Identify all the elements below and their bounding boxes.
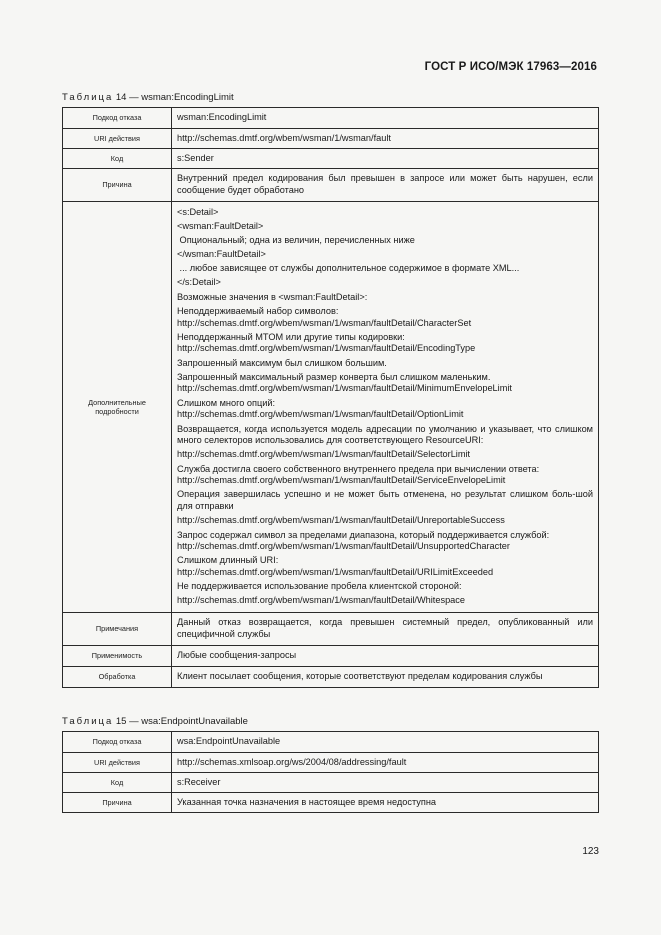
- details-line: <s:Detail>: [177, 206, 219, 217]
- table-row: [63, 612, 599, 645]
- details-key: Дополнительные подробности: [63, 202, 172, 613]
- row-key: Код: [63, 773, 172, 793]
- table-15-caption: [62, 716, 248, 727]
- details-line: </s:Detail>: [177, 277, 221, 288]
- row-key: URI действия: [63, 129, 172, 149]
- table-14: [62, 107, 599, 688]
- details-line: Возвращается, когда используется модель адресации по умолчанию и указывает, что слишком много селекторов использовались для соответствующего ResourceURI:: [177, 423, 593, 446]
- details-line: Неподдерживаемый набор символов: http://schemas.dmtf.org/wbem/wsman/1/wsman/faultDetail/CharacterSet: [177, 305, 472, 328]
- row-value: Данный отказ возвращается, когда превышен системный предел, опубликованный или специфичной службы: [172, 612, 599, 645]
- details-line: Запрошенный максимум был слишком большим.: [177, 357, 387, 368]
- row-value: Указанная точка назначения в настоящее время недоступна: [172, 793, 599, 813]
- row-key: Код: [63, 149, 172, 169]
- row-value: wsman:EncodingLimit: [172, 108, 599, 129]
- table-14-caption: [62, 92, 234, 103]
- row-value: http://schemas.xmlsoap.org/ws/2004/08/addressing/fault: [172, 753, 599, 773]
- details-line: </wsman:FaultDetail>: [177, 249, 266, 260]
- details-line: Служба достигла своего собственного внутреннего предела при вычислении ответа: http://schemas.dmtf.org/wbem/wsman/1/wsman/faultDetail/ServiceEnvelopeLimit: [177, 463, 540, 486]
- row-key: Применимость: [63, 645, 172, 666]
- caption-title: 15 — wsa:EndpointUnavailable: [113, 716, 248, 727]
- caption-prefix: Таблица: [62, 716, 114, 727]
- table-row: [63, 149, 599, 169]
- table-row: [63, 108, 599, 129]
- table-15: [62, 731, 599, 813]
- details-line: http://schemas.dmtf.org/wbem/wsman/1/wsman/faultDetail/UnreportableSuccess: [177, 515, 505, 526]
- row-value: Клиент посылает сообщения, которые соответствуют пределам кодирования службы: [172, 666, 599, 687]
- details-row: [63, 202, 599, 613]
- details-line: Операция завершилась успешно и не может быть отменена, но результат слишком боль-шой для отправки: [177, 489, 593, 512]
- row-key: Примечания: [63, 612, 172, 645]
- table-row: [63, 732, 599, 753]
- row-value: Любые сообщения-запросы: [172, 645, 599, 666]
- row-value: wsa:EndpointUnavailable: [172, 732, 599, 753]
- details-line: Возможные значения в <wsman:FaultDetail>:: [177, 291, 368, 302]
- caption-prefix: Таблица: [62, 92, 114, 103]
- details-line: Неподдержанный MTOM или другие типы кодировки: http://schemas.dmtf.org/wbem/wsman/1/wsman/faultDetail/EncodingType: [177, 331, 476, 354]
- details-line: <wsman:FaultDetail>: [177, 220, 264, 231]
- details-line: Запрос содержал символ за пределами диапазона, который поддерживается службой: http://schemas.dmtf.org/wbem/wsman/1/wsman/faultDetail/UnsupportedCharacter: [177, 529, 550, 552]
- details-line: ... любое зависящее от службы дополнительное содержимое в формате XML...: [177, 263, 520, 274]
- row-key: Причина: [63, 793, 172, 813]
- table-row: [63, 773, 599, 793]
- details-value: [172, 202, 599, 613]
- details-line: http://schemas.dmtf.org/wbem/wsman/1/wsman/faultDetail/SelectorLimit: [177, 449, 471, 460]
- table-row: [63, 666, 599, 687]
- table-row: [63, 169, 599, 202]
- standard-header: ГОСТ Р ИСО/МЭК 17963—2016: [424, 61, 597, 73]
- details-line: http://schemas.dmtf.org/wbem/wsman/1/wsman/faultDetail/Whitespace: [177, 595, 465, 606]
- details-line: Слишком много опций: http://schemas.dmtf.org/wbem/wsman/1/wsman/faultDetail/OptionLimit: [177, 397, 464, 420]
- row-key: URI действия: [63, 753, 172, 773]
- table-row: [63, 645, 599, 666]
- caption-title: 14 — wsman:EncodingLimit: [113, 92, 234, 103]
- row-value: Внутренний предел кодирования был превышен в запросе или может быть нарушен, если сообщение будет обработано: [172, 169, 599, 202]
- page-number: 123: [582, 846, 599, 857]
- table-row: [63, 793, 599, 813]
- row-value: http://schemas.dmtf.org/wbem/wsman/1/wsman/fault: [172, 129, 599, 149]
- details-line: Слишком длинный URI: http://schemas.dmtf.org/wbem/wsman/1/wsman/faultDetail/URILimitExceeded: [177, 555, 494, 578]
- row-key: Причина: [63, 169, 172, 202]
- row-key: Подкод отказа: [63, 732, 172, 753]
- table-row: [63, 129, 599, 149]
- table-row: [63, 753, 599, 773]
- row-key: Подкод отказа: [63, 108, 172, 129]
- details-line: Не поддерживается использование пробела клиентской стороной:: [177, 581, 462, 592]
- details-line: Запрошенный максимальный размер конверта был слишком маленьким. http://schemas.dmtf.org/wbem/wsman/1/wsman/faultDetail/MinimumEnvelopeLimit: [177, 371, 512, 394]
- row-value: s:Receiver: [172, 773, 599, 793]
- row-value: s:Sender: [172, 149, 599, 169]
- row-key: Обработка: [63, 666, 172, 687]
- details-line: Опциональный; одна из величин, перечисленных ниже: [177, 234, 415, 245]
